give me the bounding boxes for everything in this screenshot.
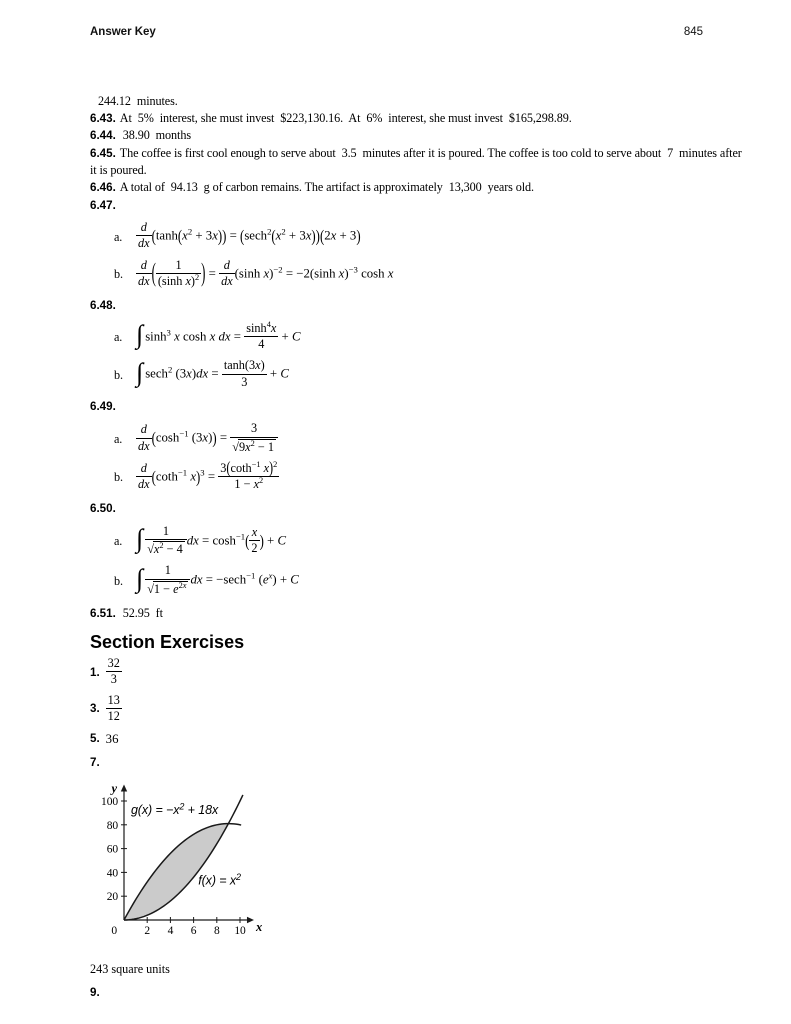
svg-text:100: 100 xyxy=(101,796,118,809)
exercise-item xyxy=(90,658,750,688)
answer-number: 6.50. xyxy=(90,502,116,516)
equation: $\frac{d}{dx}$ $(\tanh(x^2 + 3x)) = (\sec h^2(x^2 + 3x))(2x + 3)$ xyxy=(138,220,361,251)
exercise-item xyxy=(90,731,750,748)
svg-text:10: 10 xyxy=(234,925,246,938)
answer-text: 244.12 minutes. xyxy=(98,94,178,108)
exercise-number: 7. xyxy=(90,755,100,769)
exercise-answer: $\frac{32}{3}$ xyxy=(107,656,120,687)
svg-text:40: 40 xyxy=(106,867,118,880)
answer-item xyxy=(90,127,750,145)
exercise-answer: $\frac{13}{12}$ xyxy=(107,692,120,723)
answer-subitem xyxy=(114,523,750,558)
y-axis-label: y xyxy=(111,781,117,796)
answer-number: 6.43. xyxy=(90,111,116,125)
answer-number: 6.46. xyxy=(90,180,116,194)
exercise-number: 5. xyxy=(90,732,100,746)
x-tick-labels xyxy=(144,925,246,937)
subitem-key: b. xyxy=(114,267,123,282)
answer-item xyxy=(90,179,750,197)
answer-item xyxy=(90,605,750,623)
answer-number: 6.49. xyxy=(90,399,116,413)
svg-text:8: 8 xyxy=(213,925,220,938)
svg-text:60: 60 xyxy=(106,843,118,856)
answer-item xyxy=(90,145,750,179)
exercise-item xyxy=(90,692,750,725)
origin-label: 0 xyxy=(111,925,117,938)
svg-text:4: 4 xyxy=(167,925,174,938)
g-function-label: $g(x) = -x^2 + 18x$ xyxy=(130,801,219,818)
answer-subitem xyxy=(114,257,750,290)
answer-text: 52.95 ft xyxy=(122,605,163,620)
area-chart xyxy=(98,778,283,948)
subitem-key: a. xyxy=(114,431,123,446)
subitem-key: a. xyxy=(114,534,123,549)
exercise-answer: 36 xyxy=(105,732,119,747)
svg-text:20: 20 xyxy=(106,891,118,904)
graph-figure xyxy=(98,778,750,953)
answer-item xyxy=(90,93,750,110)
subitem-key: b. xyxy=(114,573,123,588)
equation: ∫ $\sinh^3 x$ cosh x dx = $\frac{\sinh^4x}{4}$ + C xyxy=(136,319,301,352)
answer-text: The coffee is first cool enough to serve about 3.5 minutes after it is poured. The coffee is too cold to serve about 7 minutes after it is poured. xyxy=(90,145,742,178)
exercise-item xyxy=(90,755,750,772)
f-function-label: $f(x) = x^2$ xyxy=(198,872,241,888)
answer-number: 6.44. xyxy=(90,129,116,143)
graph-answer-caption: 243 square units xyxy=(90,961,170,976)
answer-subitem xyxy=(114,458,750,493)
answer-number: 6.47. xyxy=(90,198,116,212)
equation: ∫ sech$^2$ (3x)dx = $\frac{\tanh(3x)}{3}$ + C xyxy=(136,357,289,389)
equation: ∫ $\frac{1}{√x^2 - 4}$ dx = $\cosh^{-1}$( $\frac{x}{2}$ ) + C xyxy=(136,523,286,557)
equation: $\frac{d}{dx}$ ($\cosh^{-1}$ (3x)) = $\frac{3}{√9x^2 - 1}$ xyxy=(136,423,278,455)
x-axis-arrow-icon xyxy=(247,917,254,923)
subitem-key: b. xyxy=(114,367,123,382)
answer-item xyxy=(90,297,750,315)
answer-number: 6.51. xyxy=(90,606,116,620)
answer-number: 6.48. xyxy=(90,299,116,313)
answer-subitem xyxy=(114,565,750,597)
answers-column xyxy=(90,93,750,1008)
running-head: Answer Key xyxy=(90,26,156,38)
answer-subitem xyxy=(114,222,750,252)
answer-number: 6.45. xyxy=(90,146,116,160)
answer-subitem xyxy=(114,357,750,390)
equation: ∫ $\frac{1}{√1 - e^{2x}}$ dx = −sech$^{-1}$ $(e^x) + C$ xyxy=(136,563,299,596)
exercise-number: 1. xyxy=(90,665,100,679)
answer-subitem xyxy=(114,319,750,353)
subitem-key: a. xyxy=(114,229,123,244)
page-number: 845 xyxy=(683,26,703,38)
equation: $\frac{d}{dx}$ ( $\frac{1}{(\sinh x)^2}$ ) = $\frac{d}{dx}$ (sinh x)$^{-2}$ = −2(sinh x)$^{-3}$ cosh x xyxy=(138,257,394,288)
exercise-number: 3. xyxy=(90,702,100,716)
svg-text:80: 80 xyxy=(106,820,118,833)
page-header xyxy=(90,26,703,38)
answer-item xyxy=(90,197,750,215)
answer-text: A total of 94.13 g of carbon remains. The artifact is approximately 13,300 years old. xyxy=(119,179,534,194)
answer-subitem xyxy=(114,423,750,455)
x-axis-label: x xyxy=(255,920,263,935)
section-heading: Section Exercises xyxy=(90,631,245,652)
answer-text: At 5% interest, she must invest $223,130.16. At 6% interest, she must invest $165,298.89. xyxy=(119,110,572,125)
answer-item xyxy=(90,500,750,518)
exercise-number: 9. xyxy=(90,985,100,999)
subitem-key: a. xyxy=(114,330,123,345)
equation: $\frac{d}{dx}$ (coth$^{-1}$ x)$^3$ = $\frac{3(\cot h^{-1} x)^2}{1 - x^2}$ xyxy=(138,458,278,492)
subitem-key: b. xyxy=(114,470,123,485)
exercise-item xyxy=(90,985,750,1002)
svg-text:6: 6 xyxy=(190,925,197,938)
y-tick-labels xyxy=(101,796,118,903)
svg-text:2: 2 xyxy=(144,925,151,938)
answer-text: 38.90 months xyxy=(122,128,191,143)
answer-item xyxy=(90,110,750,128)
shaded-region xyxy=(124,824,228,920)
y-axis-arrow-icon xyxy=(121,785,127,792)
answer-item xyxy=(90,398,750,416)
